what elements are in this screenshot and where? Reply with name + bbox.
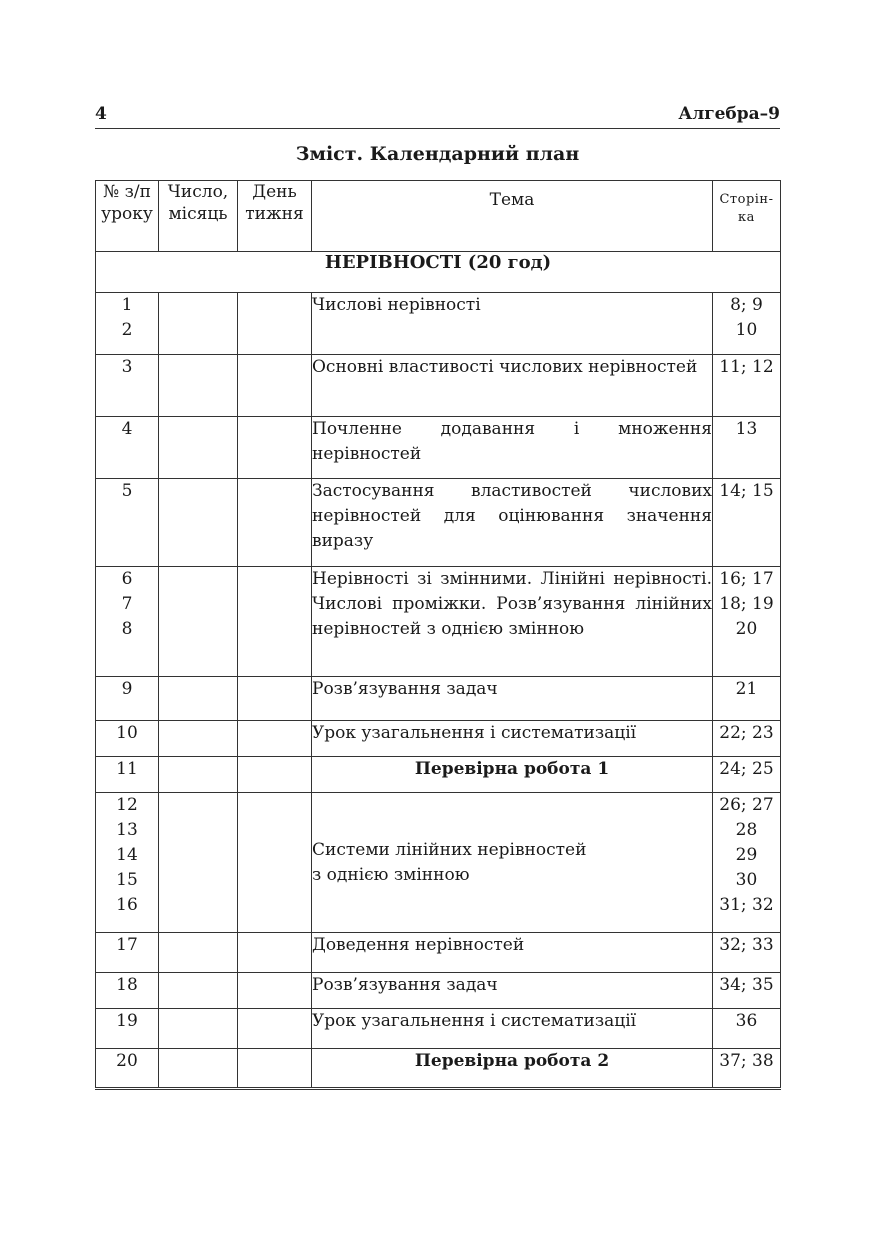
lesson-number: 3 — [121, 357, 133, 377]
lesson-number-cell — [96, 973, 159, 1009]
page-reference: 16; 17 — [719, 569, 774, 589]
page-reference: 11; 12 — [719, 357, 774, 377]
topic-cell: Розв’язування задач — [312, 973, 713, 1009]
table-row — [96, 567, 781, 677]
table-row — [96, 355, 781, 417]
weekday-cell — [238, 933, 312, 973]
topic-cell: Почленне додавання і множення нерівностей — [312, 417, 713, 479]
lesson-number-cell — [96, 479, 159, 567]
weekday-cell — [238, 1049, 312, 1089]
lesson-number: 2 — [121, 320, 133, 340]
weekday-cell — [238, 355, 312, 417]
date-cell — [159, 1009, 238, 1049]
column-header-weekday: День тижня — [238, 181, 312, 252]
weekday-cell — [238, 1009, 312, 1049]
weekday-cell — [238, 567, 312, 677]
page-reference: 28 — [735, 820, 758, 840]
column-header-page: Сторін- ка — [713, 181, 781, 252]
lesson-number-cell — [96, 721, 159, 757]
page-cell — [713, 567, 781, 677]
topic-cell: Застосування властивостей числових нерівностей для оцінювання значення виразу — [312, 479, 713, 567]
date-cell — [159, 1049, 238, 1089]
table-row — [96, 293, 781, 355]
topic-cell: Розв’язування задач — [312, 677, 713, 721]
page-reference: 36 — [735, 1011, 758, 1031]
page-reference: 22; 23 — [719, 723, 774, 743]
page-reference: 31; 32 — [719, 895, 774, 915]
lesson-number: 17 — [116, 935, 138, 955]
table-row — [96, 721, 781, 757]
weekday-cell — [238, 417, 312, 479]
topic-cell: Основні властивості числових нерівностей — [312, 355, 713, 417]
lesson-number-cell — [96, 677, 159, 721]
table-row — [96, 793, 781, 933]
lesson-number: 20 — [116, 1051, 138, 1071]
page-cell — [713, 757, 781, 793]
page-cell — [713, 417, 781, 479]
table-row — [96, 1009, 781, 1049]
date-cell — [159, 355, 238, 417]
date-cell — [159, 677, 238, 721]
lesson-number: 9 — [121, 679, 133, 699]
lesson-number-cell — [96, 757, 159, 793]
table-header-row — [96, 181, 781, 252]
page-reference: 21 — [735, 679, 758, 699]
page-cell — [713, 721, 781, 757]
section-title: НЕРІВНОСТІ (20 год) — [96, 252, 781, 293]
page-cell — [713, 677, 781, 721]
topic-cell: Перевірна робота 1 — [312, 757, 713, 793]
weekday-cell — [238, 973, 312, 1009]
page-reference: 14; 15 — [719, 481, 774, 501]
weekday-cell — [238, 721, 312, 757]
section-row — [96, 252, 781, 293]
page-cell — [713, 973, 781, 1009]
date-cell — [159, 757, 238, 793]
page-cell — [713, 1049, 781, 1089]
date-cell — [159, 567, 238, 677]
page-cell — [713, 793, 781, 933]
lesson-number: 16 — [116, 895, 138, 915]
page-cell — [713, 933, 781, 973]
date-cell — [159, 293, 238, 355]
date-cell — [159, 721, 238, 757]
book-title: Алгебра–9 — [678, 104, 780, 124]
page-reference: 32; 33 — [719, 935, 774, 955]
lesson-number: 10 — [116, 723, 138, 743]
page-reference: 10 — [735, 320, 758, 340]
topic-cell: Урок узагальнення і систематизації — [312, 721, 713, 757]
lesson-number: 15 — [116, 870, 138, 890]
weekday-cell — [238, 479, 312, 567]
table-row — [96, 757, 781, 793]
calendar-plan-table — [95, 180, 781, 1090]
lesson-number-cell — [96, 293, 159, 355]
lesson-number-cell — [96, 793, 159, 933]
weekday-cell — [238, 757, 312, 793]
date-cell — [159, 973, 238, 1009]
lesson-number: 8 — [121, 619, 133, 639]
lesson-number: 18 — [116, 975, 138, 995]
table-row — [96, 1049, 781, 1089]
lesson-number: 11 — [116, 759, 138, 779]
page-reference: 37; 38 — [719, 1051, 774, 1071]
date-cell — [159, 417, 238, 479]
page-cell — [713, 1009, 781, 1049]
page-reference: 26; 27 — [719, 795, 774, 815]
topic-cell: Числові нерівності — [312, 293, 713, 355]
lesson-number: 19 — [116, 1011, 138, 1031]
lesson-number: 5 — [121, 481, 133, 501]
lesson-number: 14 — [116, 845, 138, 865]
page-reference: 20 — [735, 619, 758, 639]
lesson-number-cell — [96, 933, 159, 973]
topic-cell: Системи лінійних нерівностей з однією змінною — [312, 793, 713, 933]
page-reference: 13 — [735, 419, 758, 439]
page-reference: 30 — [735, 870, 758, 890]
page-number: 4 — [95, 104, 107, 124]
lesson-number-cell — [96, 567, 159, 677]
lesson-number-cell — [96, 1009, 159, 1049]
page-cell — [713, 293, 781, 355]
page-reference: 29 — [735, 845, 758, 865]
page-reference: 8; 9 — [730, 295, 763, 315]
page-title: Зміст. Календарний план — [295, 143, 580, 165]
table-row — [96, 973, 781, 1009]
column-header-date: Число, місяць — [159, 181, 238, 252]
lesson-number: 13 — [116, 820, 138, 840]
page-cell — [713, 355, 781, 417]
weekday-cell — [238, 677, 312, 721]
topic-cell: Нерівності зі змінними. Лінійні нерівності. Числові проміжки. Розв’язування лінійних нерівностей з однією змінною — [312, 567, 713, 677]
table-row — [96, 933, 781, 973]
lesson-number-cell — [96, 417, 159, 479]
page-cell — [713, 479, 781, 567]
table-row — [96, 417, 781, 479]
lesson-number-cell — [96, 355, 159, 417]
topic-cell: Перевірна робота 2 — [312, 1049, 713, 1089]
lesson-number: 4 — [121, 419, 133, 439]
table-row — [96, 479, 781, 567]
page-reference: 24; 25 — [719, 759, 774, 779]
weekday-cell — [238, 793, 312, 933]
column-header-topic: Тема — [312, 181, 713, 252]
lesson-number: 7 — [121, 594, 133, 614]
date-cell — [159, 933, 238, 973]
date-cell — [159, 479, 238, 567]
lesson-number: 1 — [121, 295, 133, 315]
running-header — [95, 104, 780, 129]
lesson-number: 12 — [116, 795, 138, 815]
topic-cell: Доведення нерівностей — [312, 933, 713, 973]
page-reference: 34; 35 — [719, 975, 774, 995]
date-cell — [159, 793, 238, 933]
topic-cell: Урок узагальнення і систематизації — [312, 1009, 713, 1049]
table-row — [96, 677, 781, 721]
column-header-lesson-number: № з/п уроку — [96, 181, 159, 252]
lesson-number: 6 — [121, 569, 133, 589]
lesson-number-cell — [96, 1049, 159, 1089]
page-reference: 18; 19 — [719, 594, 774, 614]
weekday-cell — [238, 293, 312, 355]
